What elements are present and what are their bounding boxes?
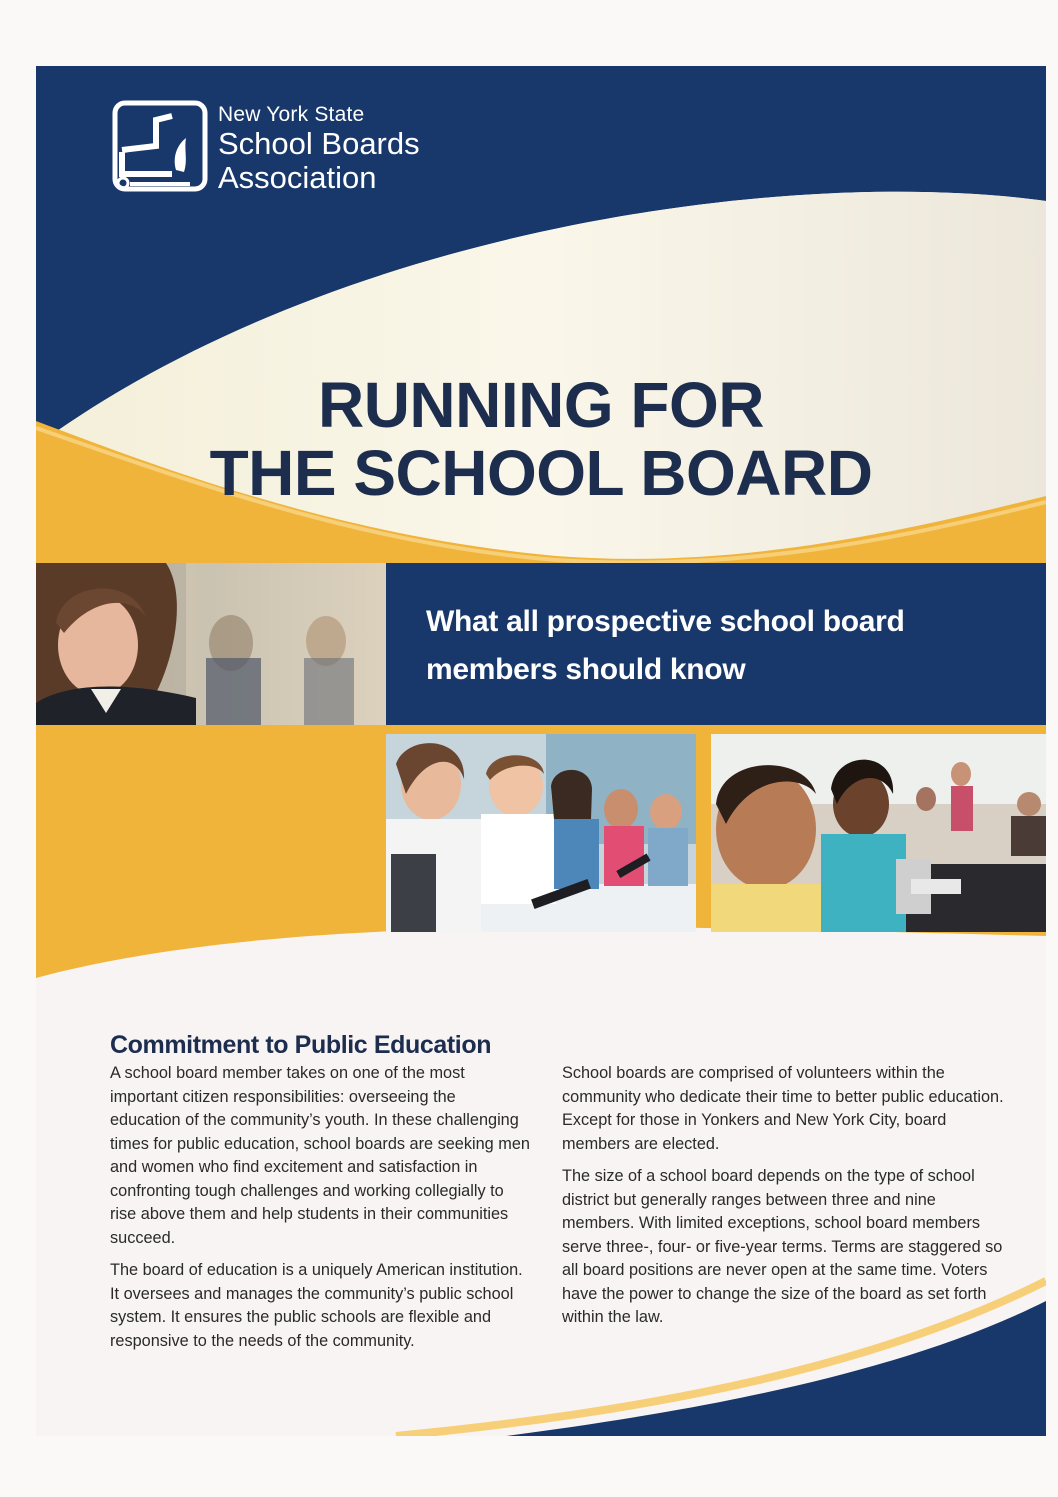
brochure-page [36, 66, 1046, 1436]
title-line-2: THE SCHOOL BOARD [209, 436, 873, 509]
photo-students-tablets [386, 734, 696, 932]
text-column-left [110, 1062, 530, 1362]
paragraph: The size of a school board depends on the type of school district but generally ranges between three and nine members. With limited exceptions, school board members serve three-, four- or five-year terms. Terms are staggered so all board positions are never open at the same time. Voters have the power to change the size of the board as set forth within the law. [562, 1167, 1003, 1326]
logo-line-state: New York State [218, 103, 365, 126]
page-title [36, 368, 1046, 509]
photo-students-lab [711, 734, 1046, 932]
subtitle-line-2: members should know [426, 653, 746, 686]
logo-line-association: Association [218, 160, 377, 195]
school-desk-logo-icon [112, 100, 212, 200]
logo-line-school-boards: School Boards [218, 126, 420, 161]
paragraph: A school board member takes on one of the most important citizen responsibilities: overseeing the education of the community’s youth. In these challenging times for public education, school boards are seeking men and women who find excitement and satisfaction in confronting tough challenges and working collegially to rise above them and help students in their communities succeed. [110, 1064, 530, 1247]
subtitle-line-1: What all prospective school board [426, 605, 905, 638]
photo-woman-portrait [36, 563, 386, 725]
section-heading: Commitment to Public Education [110, 1030, 492, 1059]
text-column-right [562, 1062, 1007, 1339]
paragraph: The board of education is a uniquely American institution. It oversees and manages the community’s public school system. It ensures the public schools are flexible and responsive to the needs of the community. [110, 1261, 523, 1350]
title-line-1: RUNNING FOR [317, 368, 765, 441]
logo [112, 100, 442, 210]
subtitle [426, 598, 905, 694]
paragraph: School boards are comprised of volunteers within the community who dedicate their time to better public education. Except for those in Yonkers and New York City, board members are elected. [562, 1064, 1004, 1153]
